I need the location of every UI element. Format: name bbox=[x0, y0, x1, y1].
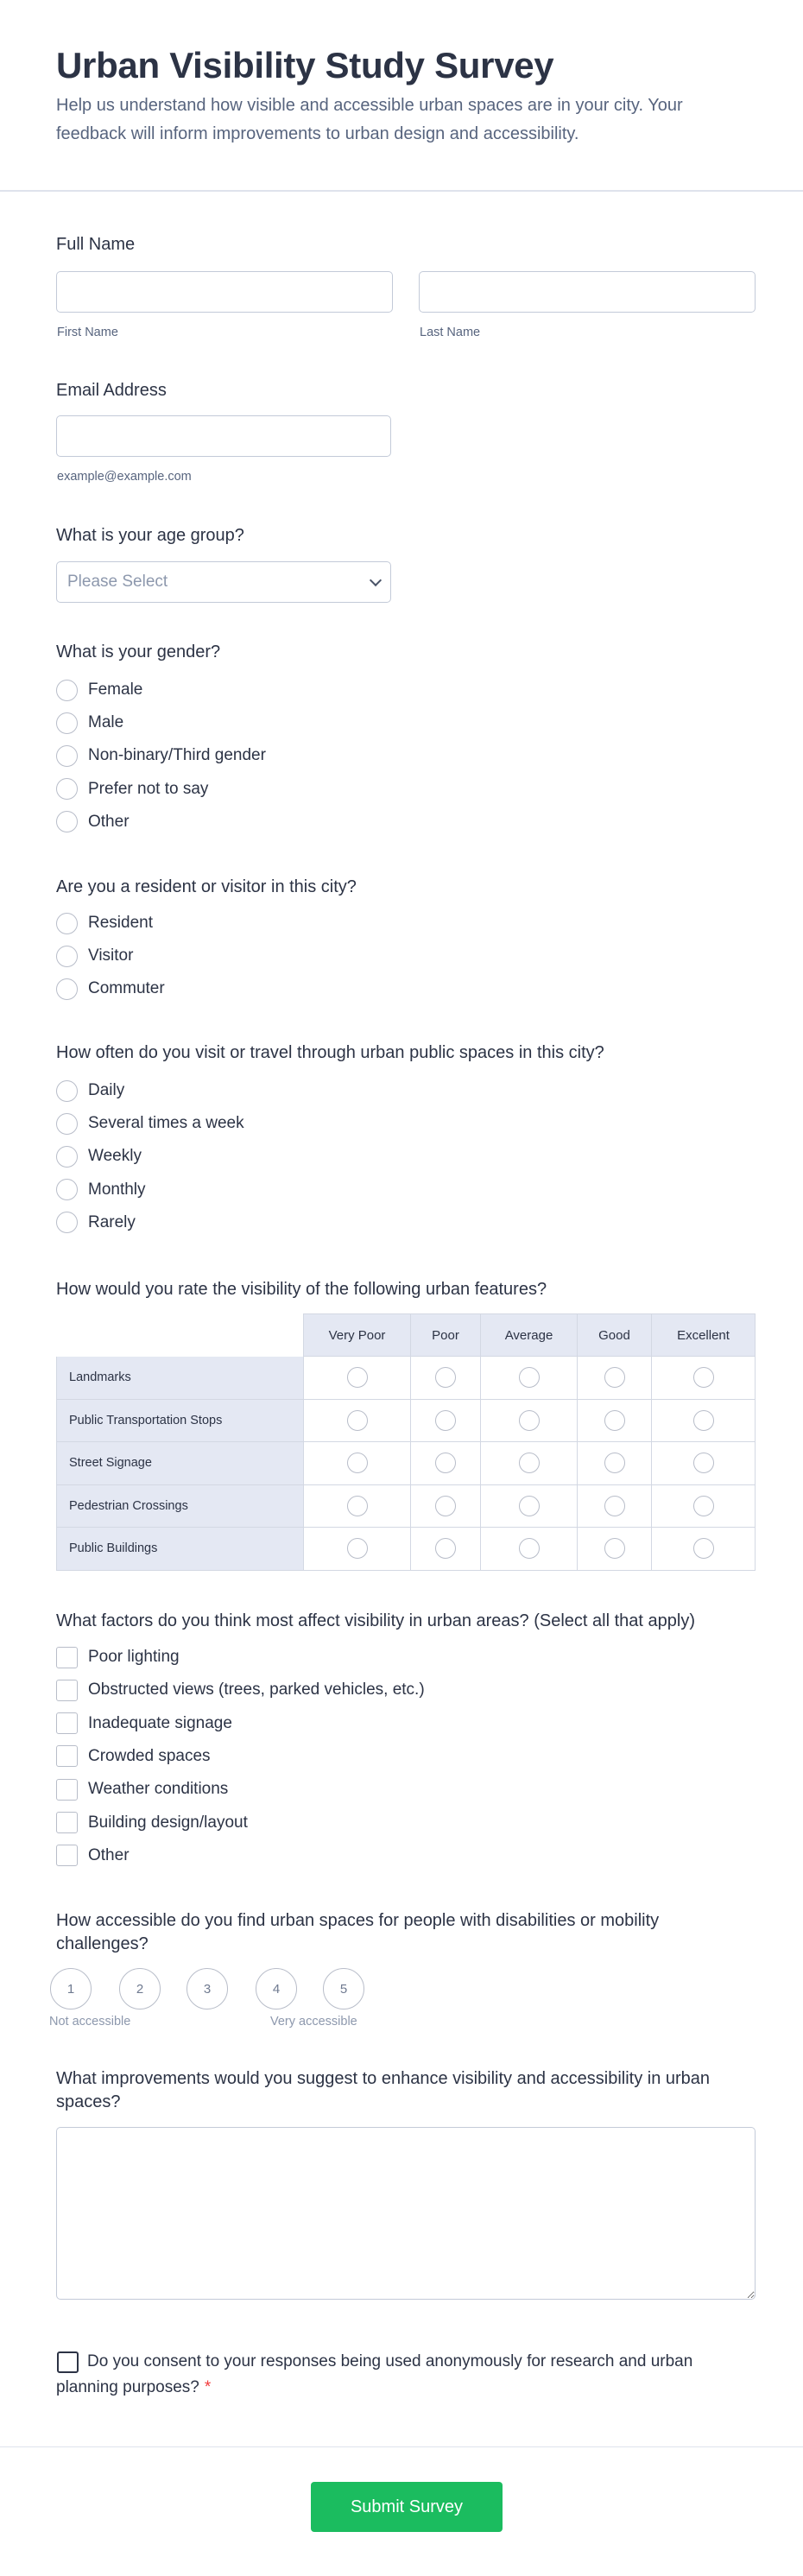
matrix-cell bbox=[652, 1528, 756, 1571]
radio-button[interactable] bbox=[56, 712, 78, 734]
matrix-row bbox=[56, 1400, 756, 1443]
radio-button[interactable] bbox=[519, 1453, 540, 1473]
required-mark: * bbox=[204, 2378, 212, 2396]
matrix-column-header: Good bbox=[578, 1313, 652, 1357]
footer-divider bbox=[0, 2446, 803, 2447]
radio-button[interactable] bbox=[56, 778, 78, 800]
first-name-input[interactable] bbox=[56, 271, 393, 313]
gender-option-label: Female bbox=[88, 680, 143, 699]
age-label: What is your age group? bbox=[56, 526, 244, 545]
radio-button[interactable] bbox=[693, 1496, 714, 1516]
residency-option[interactable] bbox=[56, 911, 153, 935]
page-title: Urban Visibility Study Survey bbox=[56, 45, 554, 85]
matrix-column-header: Poor bbox=[411, 1313, 481, 1357]
factors-option[interactable] bbox=[56, 1645, 180, 1669]
factors-option-label: Building design/layout bbox=[88, 1813, 248, 1832]
chevron-down-icon bbox=[370, 574, 382, 586]
radio-button[interactable] bbox=[435, 1410, 456, 1431]
matrix-cell bbox=[578, 1528, 652, 1571]
gender-option[interactable] bbox=[56, 810, 130, 834]
full-name-label: Full Name bbox=[56, 235, 136, 254]
submit-button[interactable]: Submit Survey bbox=[311, 2482, 503, 2532]
residency-option-label: Resident bbox=[88, 914, 153, 932]
matrix-cell bbox=[481, 1485, 578, 1529]
matrix-label: How would you rate the visibility of the following urban features? bbox=[56, 1280, 547, 1299]
matrix-cell bbox=[411, 1485, 481, 1529]
accessibility-label: How accessible do you find urban spaces for people with disabilities or mobility challenges? bbox=[56, 1911, 660, 1953]
radio-button[interactable] bbox=[56, 1113, 78, 1135]
radio-button[interactable] bbox=[435, 1538, 456, 1559]
matrix-cell bbox=[578, 1357, 652, 1400]
checkbox[interactable] bbox=[56, 1647, 78, 1668]
factors-option[interactable] bbox=[56, 1678, 425, 1702]
radio-button[interactable] bbox=[56, 946, 78, 967]
frequency-option-label: Weekly bbox=[88, 1147, 142, 1166]
age-select[interactable] bbox=[56, 561, 391, 603]
radio-button[interactable] bbox=[604, 1496, 625, 1516]
scale-option-2[interactable]: 2 bbox=[119, 1968, 161, 2010]
scale-option-4[interactable]: 4 bbox=[256, 1968, 297, 2010]
frequency-option[interactable] bbox=[56, 1144, 142, 1168]
gender-option[interactable] bbox=[56, 777, 208, 801]
factors-option-label: Inadequate signage bbox=[88, 1713, 232, 1732]
matrix-row-label: Public Transportation Stops bbox=[56, 1400, 304, 1443]
gender-option-label: Prefer not to say bbox=[88, 779, 209, 798]
radio-button[interactable] bbox=[347, 1538, 368, 1559]
matrix-cell bbox=[481, 1528, 578, 1571]
matrix-row bbox=[56, 1357, 756, 1400]
checkbox[interactable] bbox=[56, 1812, 78, 1833]
radio-button[interactable] bbox=[347, 1410, 368, 1431]
residency-option[interactable] bbox=[56, 977, 165, 1001]
matrix-cell bbox=[411, 1528, 481, 1571]
matrix-cell bbox=[652, 1357, 756, 1400]
matrix-row bbox=[56, 1528, 756, 1571]
frequency-option[interactable] bbox=[56, 1111, 244, 1136]
email-label: Email Address bbox=[56, 381, 167, 400]
matrix-row-label: Public Buildings bbox=[56, 1528, 304, 1571]
matrix-column-header: Very Poor bbox=[304, 1313, 411, 1357]
matrix-column-header: Average bbox=[481, 1313, 578, 1357]
matrix-cell bbox=[578, 1400, 652, 1443]
matrix-cell bbox=[652, 1442, 756, 1485]
factors-label: What factors do you think most affect visibility in urban areas? (Select all that apply) bbox=[56, 1611, 695, 1630]
radio-button[interactable] bbox=[604, 1538, 625, 1559]
radio-button[interactable] bbox=[693, 1538, 714, 1559]
radio-button[interactable] bbox=[435, 1496, 456, 1516]
matrix-cell bbox=[652, 1400, 756, 1443]
matrix-cell bbox=[578, 1442, 652, 1485]
matrix-cell bbox=[304, 1485, 411, 1529]
matrix-cell bbox=[652, 1485, 756, 1529]
gender-option[interactable] bbox=[56, 678, 142, 702]
matrix-cell bbox=[481, 1442, 578, 1485]
improvements-label: What improvements would you suggest to enhance visibility and accessibility in urban spaces? bbox=[56, 2069, 711, 2111]
frequency-option-label: Monthly bbox=[88, 1180, 146, 1199]
matrix-cell bbox=[304, 1442, 411, 1485]
radio-button[interactable] bbox=[56, 913, 78, 934]
checkbox[interactable] bbox=[56, 1712, 78, 1734]
matrix-cell bbox=[411, 1442, 481, 1485]
frequency-option[interactable] bbox=[56, 1211, 136, 1235]
matrix-cell bbox=[304, 1357, 411, 1400]
matrix-corner bbox=[56, 1313, 304, 1357]
matrix-cell bbox=[578, 1485, 652, 1529]
scale-option-3[interactable]: 3 bbox=[187, 1968, 228, 2010]
factors-option[interactable] bbox=[56, 1712, 232, 1736]
last-name-sublabel: Last Name bbox=[420, 326, 481, 339]
consent-text: Do you consent to your responses being used anonymously for research and urban planning purposes? bbox=[56, 2352, 693, 2396]
visibility-matrix bbox=[56, 1313, 756, 1571]
frequency-option[interactable] bbox=[56, 1178, 146, 1202]
residency-option-label: Commuter bbox=[88, 979, 165, 998]
scale-max-label: Very accessible bbox=[270, 2015, 357, 2029]
frequency-option-label: Several times a week bbox=[88, 1114, 244, 1133]
radio-button[interactable] bbox=[56, 978, 78, 1000]
factors-option-label: Obstructed views (trees, parked vehicles, etc.) bbox=[88, 1680, 425, 1699]
email-helper: example@example.com bbox=[57, 470, 192, 484]
radio-button[interactable] bbox=[56, 745, 78, 767]
radio-button[interactable] bbox=[435, 1453, 456, 1473]
matrix-row-label: Landmarks bbox=[56, 1357, 304, 1400]
improvements-textarea[interactable] bbox=[56, 2127, 756, 2300]
residency-option-label: Visitor bbox=[88, 946, 134, 965]
radio-button[interactable] bbox=[56, 1080, 78, 1102]
checkbox[interactable] bbox=[56, 1680, 78, 1701]
radio-button[interactable] bbox=[56, 1179, 78, 1200]
radio-button[interactable] bbox=[56, 680, 78, 701]
radio-button[interactable] bbox=[519, 1410, 540, 1431]
matrix-row bbox=[56, 1442, 756, 1485]
radio-button[interactable] bbox=[435, 1367, 456, 1388]
frequency-option-label: Rarely bbox=[88, 1212, 136, 1231]
gender-option-label: Male bbox=[88, 713, 124, 732]
radio-button[interactable] bbox=[519, 1367, 540, 1388]
residency-option[interactable] bbox=[56, 944, 133, 968]
matrix-cell bbox=[481, 1400, 578, 1443]
age-select-placeholder: Please Select bbox=[67, 573, 168, 591]
frequency-option-label: Daily bbox=[88, 1081, 125, 1099]
residency-label: Are you a resident or visitor in this city? bbox=[56, 877, 357, 896]
checkbox[interactable] bbox=[56, 1779, 78, 1801]
matrix-row-label: Street Signage bbox=[56, 1442, 304, 1485]
radio-button[interactable] bbox=[519, 1538, 540, 1559]
factors-option-label: Weather conditions bbox=[88, 1780, 229, 1799]
radio-button[interactable] bbox=[604, 1367, 625, 1388]
factors-option-label: Crowded spaces bbox=[88, 1746, 211, 1765]
scale-min-label: Not accessible bbox=[49, 2015, 131, 2029]
scale-option-5[interactable]: 5 bbox=[323, 1968, 364, 2010]
factors-option-label: Other bbox=[88, 1845, 130, 1864]
gender-option-label: Other bbox=[88, 812, 130, 831]
first-name-sublabel: First Name bbox=[57, 326, 118, 339]
factors-option[interactable] bbox=[56, 1811, 248, 1835]
matrix-row bbox=[56, 1485, 756, 1529]
radio-button[interactable] bbox=[347, 1453, 368, 1473]
page-subtitle: Help us understand how visible and accessible urban spaces are in your city. Your feedback will inform improvements to urban design and accessibility. bbox=[56, 96, 683, 143]
factors-option[interactable] bbox=[56, 1844, 130, 1868]
radio-button[interactable] bbox=[519, 1496, 540, 1516]
frequency-option[interactable] bbox=[56, 1079, 124, 1103]
checkbox[interactable] bbox=[56, 1845, 78, 1866]
frequency-label: How often do you visit or travel through urban public spaces in this city? bbox=[56, 1043, 604, 1062]
factors-option[interactable] bbox=[56, 1777, 228, 1801]
last-name-input[interactable] bbox=[419, 271, 756, 313]
header-divider bbox=[0, 190, 803, 192]
factors-option[interactable] bbox=[56, 1744, 211, 1769]
radio-button[interactable] bbox=[693, 1453, 714, 1473]
matrix-cell bbox=[481, 1357, 578, 1400]
radio-button[interactable] bbox=[56, 1146, 78, 1168]
matrix-row-label: Pedestrian Crossings bbox=[56, 1485, 304, 1529]
gender-option-label: Non-binary/Third gender bbox=[88, 746, 266, 765]
consent-label bbox=[56, 2349, 695, 2401]
email-input[interactable] bbox=[56, 415, 391, 457]
checkbox[interactable] bbox=[56, 1745, 78, 1767]
radio-button[interactable] bbox=[56, 1212, 78, 1233]
radio-button[interactable] bbox=[604, 1453, 625, 1473]
matrix-cell bbox=[304, 1528, 411, 1571]
radio-button[interactable] bbox=[56, 811, 78, 832]
gender-label: What is your gender? bbox=[56, 642, 221, 661]
radio-button[interactable] bbox=[347, 1496, 368, 1516]
radio-button[interactable] bbox=[347, 1367, 368, 1388]
scale-option-1[interactable]: 1 bbox=[50, 1968, 92, 2010]
radio-button[interactable] bbox=[604, 1410, 625, 1431]
gender-option[interactable] bbox=[56, 711, 123, 735]
matrix-cell bbox=[411, 1400, 481, 1443]
gender-option[interactable] bbox=[56, 744, 266, 768]
matrix-column-header: Excellent bbox=[652, 1313, 756, 1357]
radio-button[interactable] bbox=[693, 1410, 714, 1431]
matrix-cell bbox=[411, 1357, 481, 1400]
matrix-cell bbox=[304, 1400, 411, 1443]
factors-option-label: Poor lighting bbox=[88, 1648, 180, 1666]
radio-button[interactable] bbox=[693, 1367, 714, 1388]
